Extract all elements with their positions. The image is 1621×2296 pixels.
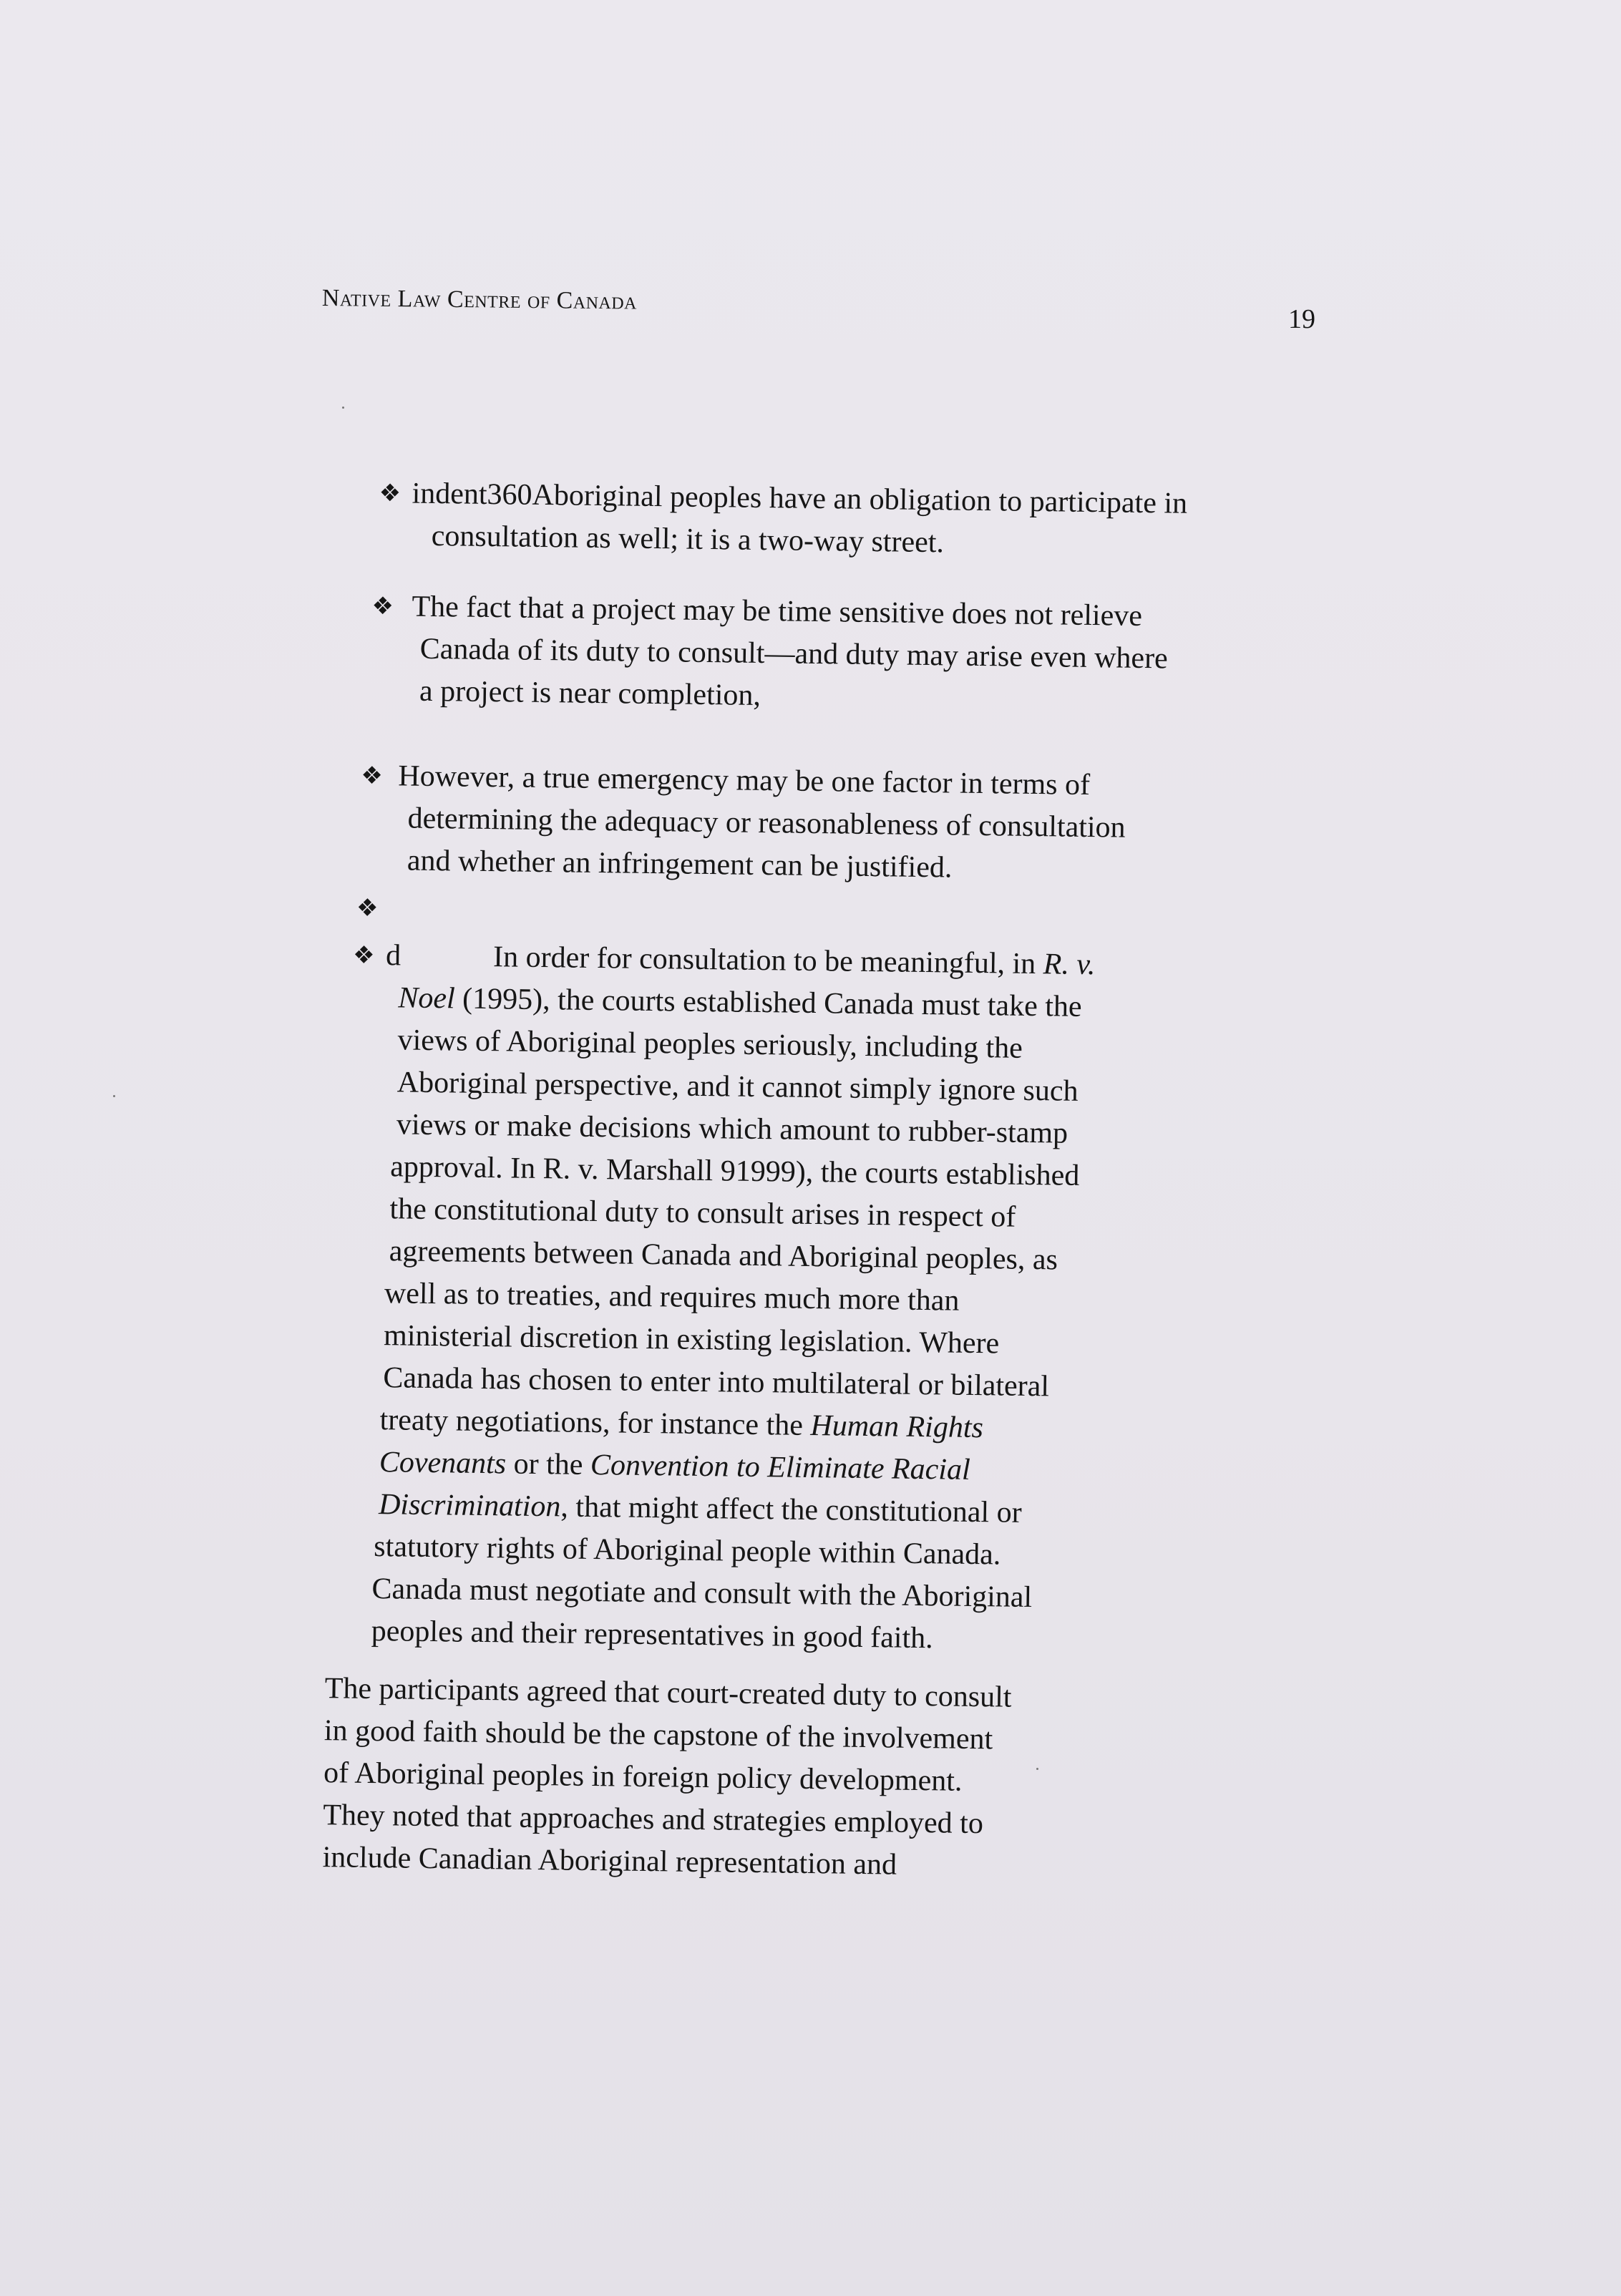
- bullet-lead-char: d: [385, 939, 401, 973]
- bullet-item: [360, 755, 1256, 893]
- bullet-line: However, a true emergency may be one factor in terms of: [398, 759, 1091, 802]
- paragraph-line: The participants agreed that court-created duty to consult: [324, 1672, 1012, 1714]
- bullet-line: and whether an infringement can be justified.: [407, 844, 953, 885]
- bullet-item: ❖ d In order for consultation to be meaningful, in R. v. Noel (1995), the courts established Canada must take the views of Aboriginal peoples seriously, including the Aboriginal perspective, and it cannot simply ignore such views or make decisions which amount to rubber-stamp approval. In R. v. Marshall 91999), the courts established the constitutional duty to consult arises in respect of agreements between Canada and Aboriginal peoples, as well as to treaties, and requires much more than ministerial discretion in existing legislation. Where Canada has chosen to enter into multilateral or bilateral treaty negotiations, for instance the Human Rights Covenants or the Convention to Eliminate Racial Discrimination, that might affect the constitutional or statutory rights of Aboriginal people within Canada. Canada must negotiate and consult with the Aboriginal peoples and their representatives in good faith.: [344, 935, 1253, 1664]
- bullet-line: Canada of its duty to consult—and duty may arise even where: [419, 632, 1169, 676]
- bullet-line: The fact that a project may be time sensitive does not relieve: [412, 590, 1143, 633]
- bullet-line: views or make decisions which amount to rubber-stamp: [396, 1108, 1069, 1150]
- bullet-item: [378, 472, 1259, 568]
- bullet-line: indent360Aboriginal peoples have an obligation to participate in: [412, 477, 1188, 520]
- bullet-line: views of Aboriginal peoples seriously, including the: [397, 1023, 1023, 1065]
- bullet-line: a project is near completion,: [419, 674, 761, 713]
- page-number: 19: [1288, 304, 1315, 334]
- bullet-line: well as to treaties, and requires much more than: [384, 1277, 960, 1318]
- bullet-line: Canada has chosen to enter into multilateral or bilateral: [383, 1361, 1050, 1404]
- body-text: [322, 472, 1260, 1891]
- bullet-item-empty: [356, 887, 1255, 942]
- bullet-line: peoples and their representatives in good faith.: [371, 1614, 933, 1655]
- diamond-bullet-icon: ❖: [361, 761, 384, 791]
- bullet-line: determining the adequacy or reasonableness of consultation: [407, 802, 1126, 845]
- scan-speck: [113, 1095, 115, 1097]
- scan-speck: [342, 407, 344, 409]
- paragraph-line: of Aboriginal peoples in foreign policy development.: [323, 1756, 963, 1798]
- paragraph-line: They noted that approaches and strategies employed to: [323, 1799, 984, 1841]
- bullet-line: ministerial discretion in existing legislation. Where: [383, 1319, 1000, 1361]
- bullet-line: consultation as well; it is a two-way street.: [431, 519, 945, 560]
- paragraph-line: in good faith should be the capstone of the involvement: [323, 1714, 993, 1756]
- bullet-line: Canada must negotiate and consult with the Aboriginal: [371, 1572, 1033, 1615]
- bullet-line: Aboriginal perspective, and it cannot simply ignore such: [396, 1066, 1079, 1108]
- bullet-line: the constitutional duty to consult arises in respect of: [389, 1192, 1016, 1234]
- diamond-bullet-icon: ❖: [379, 478, 401, 508]
- diamond-bullet-icon: ❖: [352, 940, 375, 970]
- bullet-item: [371, 585, 1258, 724]
- running-header: Native Law Centre of Canada: [321, 285, 638, 315]
- bullet-line: agreements between Canada and Aboriginal peoples, as: [389, 1235, 1058, 1277]
- closing-paragraph: [322, 1668, 1244, 1891]
- diamond-bullet-icon: ❖: [356, 893, 379, 923]
- bullet-line: approval. In R. v. Marshall 91999), the courts established: [389, 1150, 1080, 1192]
- diamond-bullet-icon: ❖: [371, 591, 394, 621]
- paragraph-line: include Canadian Aboriginal representation and: [322, 1841, 897, 1882]
- bullet-line: statutory rights of Aboriginal people within Canada.: [374, 1530, 1001, 1572]
